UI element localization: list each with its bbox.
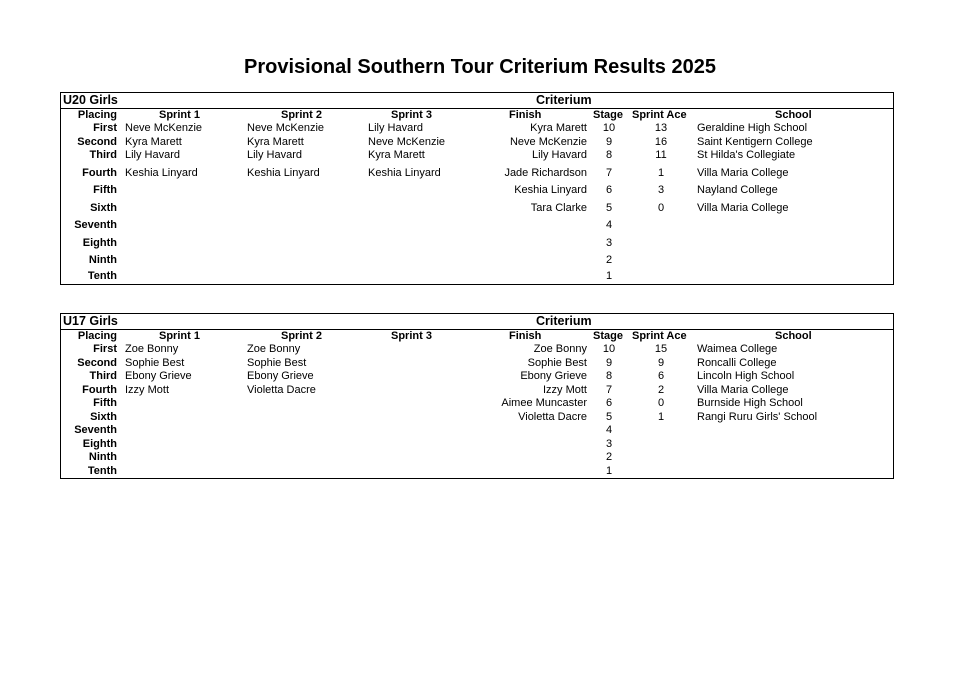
col-sprint3-header: Sprint 3 [391,330,432,342]
school-cell: Roncalli College [697,356,777,369]
sprint-ace-cell: 13 [654,122,668,134]
sprint-ace-cell: 0 [657,201,665,214]
col-sprint3-header: Sprint 3 [391,109,432,121]
finish-cell: Sophie Best [527,356,587,369]
sprint1-cell: Kyra Marett [125,135,182,148]
school-cell: Rangi Ruru Girls' School [697,410,818,423]
placing-cell: Fifth [93,184,117,196]
stage-cell: 5 [605,410,613,423]
sprint-ace-cell: 2 [657,383,665,396]
sprint3-cell: Neve McKenzie [368,135,446,148]
sprint2-cell: Neve McKenzie [247,122,325,134]
sprint1-cell: Ebony Grieve [125,370,192,382]
school-cell: Villa Maria College [697,383,789,396]
stage-cell: 7 [605,383,613,396]
col-sprint-ace-header: Sprint Ace [632,330,687,342]
finish-cell: Izzy Mott [542,383,587,396]
sprint-ace-cell: 1 [657,166,665,179]
finish-cell: Keshia Linyard [514,184,587,196]
placing-cell: Second [77,135,117,148]
placing-cell: First [93,122,117,134]
stage-cell: 5 [605,201,613,214]
stage-cell: 8 [605,149,613,161]
finish-cell: Violetta Dacre [518,410,587,423]
table-row [61,397,893,411]
event-label: Criterium [536,314,592,328]
column-header-row [61,330,893,343]
category-label: U17 Girls [63,314,118,328]
sprint-ace-cell: 6 [657,370,665,382]
sprint-ace-cell: 9 [657,356,665,369]
stage-cell: 1 [605,464,613,477]
finish-cell: Lily Havard [531,149,587,161]
sprint-ace-cell: 3 [657,184,665,196]
stage-cell: 3 [605,437,613,450]
stage-cell: 9 [605,135,613,148]
finish-cell: Tara Clarke [530,201,587,214]
placing-cell: Tenth [87,269,117,282]
table-row [61,438,893,452]
sprint1-cell: Zoe Bonny [125,343,179,355]
stage-cell: 4 [605,424,613,436]
sprint3-cell: Lily Havard [368,122,424,134]
sprint2-cell: Violetta Dacre [247,383,316,396]
table-body [61,122,893,284]
col-sprint2-header: Sprint 2 [281,109,322,121]
sprint3-cell: Keshia Linyard [368,166,441,179]
table-category-header [61,93,893,109]
sprint-ace-cell: 1 [657,410,665,423]
stage-cell: 2 [605,253,613,266]
sprint1-cell: Sophie Best [125,356,185,369]
stage-cell: 1 [605,269,613,282]
table-row [61,254,893,270]
col-finish-header: Finish [509,109,542,121]
school-cell: Villa Maria College [697,201,789,214]
col-sprint1-header: Sprint 1 [159,109,200,121]
col-stage-header: Stage [593,330,623,342]
table-row [61,370,893,384]
placing-cell: Third [89,149,117,161]
sprint1-cell: Keshia Linyard [125,166,198,179]
placing-cell: Seventh [74,424,117,436]
stage-cell: 6 [605,397,613,409]
stage-cell: 7 [605,166,613,179]
placing-cell: Eighth [82,236,117,249]
school-cell: Waimea College [697,343,778,355]
placing-cell: Ninth [88,253,117,266]
school-cell: Burnside High School [697,397,803,409]
stage-cell: 9 [605,356,613,369]
table-category-header [61,314,893,330]
table-row [61,202,893,220]
placing-cell: First [93,343,117,355]
col-finish-header: Finish [509,330,542,342]
finish-cell: Jade Richardson [504,166,587,179]
stage-cell: 10 [602,122,616,134]
table-row [61,343,893,357]
table-row [61,136,893,150]
placing-cell: Sixth [90,410,117,423]
event-label: Criterium [536,93,592,107]
sprint-ace-cell: 11 [655,149,667,161]
placing-cell: Tenth [87,464,117,477]
column-header-row [61,109,893,122]
table-row [61,424,893,438]
finish-cell: Kyra Marett [530,122,587,134]
table-row [61,122,893,136]
col-sprint2-header: Sprint 2 [281,330,322,342]
table-row [61,357,893,371]
sprint-ace-cell: 15 [654,343,668,355]
sprint3-cell: Kyra Marett [368,149,425,161]
col-sprint-ace-header: Sprint Ace [632,109,687,121]
placing-cell: Third [89,370,117,382]
sprint2-cell: Keshia Linyard [247,166,320,179]
results-table-u17 [60,313,894,479]
table-row [61,184,893,202]
stage-cell: 8 [605,370,613,382]
col-school-header: School [775,330,812,342]
school-cell: Geraldine High School [697,122,808,134]
stage-cell: 2 [605,451,613,463]
school-cell: Lincoln High School [697,370,795,382]
table-row [61,167,893,185]
results-table-u20 [60,92,894,285]
sprint2-cell: Sophie Best [247,356,307,369]
stage-cell: 10 [602,343,616,355]
finish-cell: Zoe Bonny [533,343,587,355]
finish-cell: Ebony Grieve [520,370,587,382]
placing-cell: Seventh [74,219,117,231]
school-cell: Saint Kentigern College [697,135,813,148]
school-cell: Nayland College [697,184,778,196]
stage-cell: 4 [605,219,613,231]
placing-cell: Fifth [93,397,117,409]
table-row [61,384,893,398]
sprint2-cell: Lily Havard [247,149,303,161]
table-row [61,411,893,425]
col-placing-header: Placing [77,330,117,342]
sprint2-cell: Zoe Bonny [247,343,301,355]
sprint1-cell: Lily Havard [125,149,181,161]
sprint2-cell: Kyra Marett [247,135,304,148]
table-row [61,219,893,237]
table-row [61,465,893,479]
stage-cell: 6 [605,184,613,196]
sprint-ace-cell: 0 [657,397,665,409]
finish-cell: Neve McKenzie [509,135,587,148]
table-body [61,343,893,478]
sprint1-cell: Izzy Mott [125,383,170,396]
placing-cell: Second [77,356,117,369]
placing-cell: Fourth [82,383,117,396]
col-school-header: School [775,109,812,121]
table-row [61,149,893,167]
page-title: Provisional Southern Tour Criterium Results 2025 [244,56,716,78]
sprint2-cell: Ebony Grieve [247,370,314,382]
sprint-ace-cell: 16 [654,135,668,148]
col-placing-header: Placing [77,109,117,121]
table-row [61,270,893,284]
sprint1-cell: Neve McKenzie [125,122,203,134]
placing-cell: Eighth [82,437,117,450]
table-row [61,451,893,465]
placing-cell: Fourth [82,166,117,179]
col-stage-header: Stage [593,109,623,121]
stage-cell: 3 [605,236,613,249]
col-sprint1-header: Sprint 1 [159,330,200,342]
category-label: U20 Girls [63,93,118,107]
school-cell: Villa Maria College [697,166,789,179]
placing-cell: Sixth [90,201,117,214]
finish-cell: Aimee Muncaster [501,397,587,409]
table-row [61,237,893,254]
placing-cell: Ninth [88,451,117,463]
school-cell: St Hilda's Collegiate [697,149,796,161]
